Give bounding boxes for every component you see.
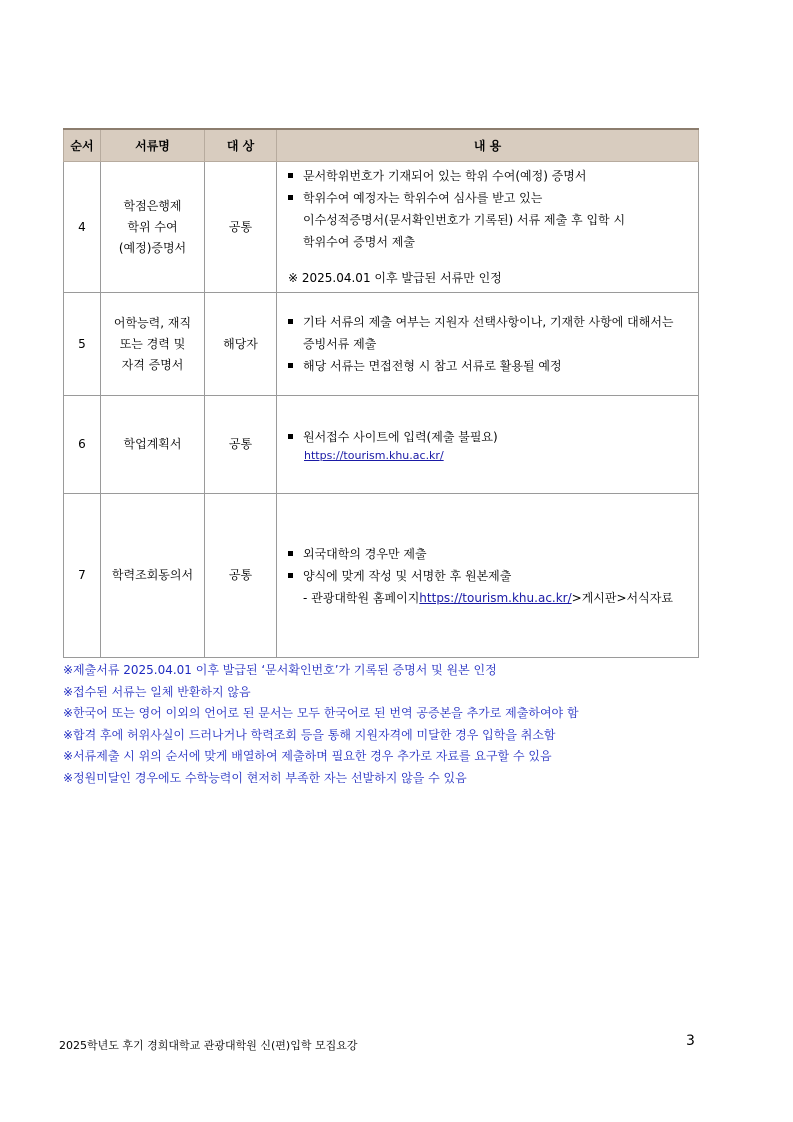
row-doc-name: 학력조회동의서 [101,494,205,658]
row-target: 공통 [205,494,277,658]
row-order: 6 [64,396,101,494]
footnote: ※접수된 서류는 일체 반환하지 않음 [63,684,251,699]
row-content [277,293,699,396]
table-row [64,162,699,293]
table-header-row [64,129,699,162]
header-target: 대 상 [205,129,277,162]
row-content [277,494,699,658]
tourism-homepage-link[interactable]: https://tourism.khu.ac.kr/ [419,590,572,605]
footnote: ※서류제출 시 위의 순서에 맞게 배열하여 제출하며 필요한 경우 추가로 자료를 요구할 수 있음 [63,749,552,764]
doc-name-line: (예정)증명서 [118,240,187,255]
homepage-suffix: >게시판>서식자료 [571,590,673,605]
tourism-site-link[interactable]: https://tourism.khu.ac.kr/ [304,449,444,462]
row-target: 해당자 [205,293,277,396]
footnotes [63,660,579,790]
issue-date-note: ※ 2025.04.01 이후 발급된 서류만 인정 [288,271,502,285]
footnote: ※합격 후에 허위사실이 드러나거나 학력조회 등을 통해 지원자격에 미달한 경우 입학을 취소함 [63,727,556,742]
footnote: ※제출서류 2025.04.01 이후 발급된 ‘문서확인번호’가 기록된 증명서 및 원본 인정 [63,663,497,677]
doc-name-line: 학위 수여 [127,219,178,234]
row-doc-name: 학업계획서 [101,396,205,494]
continuation-line: 학위수여 증명서 제출 [303,235,415,249]
table-row [64,293,699,396]
header-doc-name: 서류명 [101,129,205,162]
row-content [277,396,699,494]
row-doc-name [101,293,205,396]
doc-name-line: 어학능력, 재직 [113,315,192,330]
page-number: 3 [686,1033,695,1049]
row-order: 4 [64,162,101,293]
footer-title: 2025학년도 후기 경희대학교 관광대학원 신(편)입학 모집요강 [59,1039,358,1052]
row-target: 공통 [205,162,277,293]
doc-name-line: 자격 증명서 [121,357,184,372]
bullet-item: 양식에 맞게 작성 및 서명한 후 원본제출 [285,565,690,587]
bullet-item: 기타 서류의 제출 여부는 지원자 선택사항이나, 기재한 사항에 대해서는 [285,311,690,333]
bullet-item: 외국대학의 경우만 제출 [285,543,690,565]
documents-table [63,128,699,658]
continuation-line: 이수성적증명서(문서확인번호가 기록된) 서류 제출 후 입학 시 [303,213,626,227]
bullet-item: 원서접수 사이트에 입력(제출 불필요) [285,426,690,448]
footnote: ※정원미달인 경우에도 수학능력이 현저히 부족한 자는 선발하지 않을 수 있음 [63,770,467,785]
header-order: 순서 [64,129,101,162]
bullet-item: 학위수여 예정자는 학위수여 심사를 받고 있는 [285,187,690,209]
homepage-path [285,587,690,609]
continuation-line: 증빙서류 제출 [303,337,377,351]
bullet-item: 해당 서류는 면접전형 시 참고 서류로 활용될 예정 [285,355,690,377]
row-order: 5 [64,293,101,396]
footnote: ※한국어 또는 영어 이외의 언어로 된 문서는 모두 한국어로 된 번역 공증본을 추가로 제출하여야 함 [63,706,579,721]
bullet-item: 문서학위번호가 기재되어 있는 학위 수여(예정) 증명서 [285,165,690,187]
row-content [277,162,699,293]
row-doc-name [101,162,205,293]
header-content: 내 용 [277,129,699,162]
doc-name-line: 또는 경력 및 [119,336,186,351]
table-row [64,396,699,494]
table-row [64,494,699,658]
row-target: 공통 [205,396,277,494]
homepage-prefix: - 관광대학원 홈페이지 [303,590,420,605]
doc-name-line: 학점은행제 [123,198,182,213]
row-order: 7 [64,494,101,658]
